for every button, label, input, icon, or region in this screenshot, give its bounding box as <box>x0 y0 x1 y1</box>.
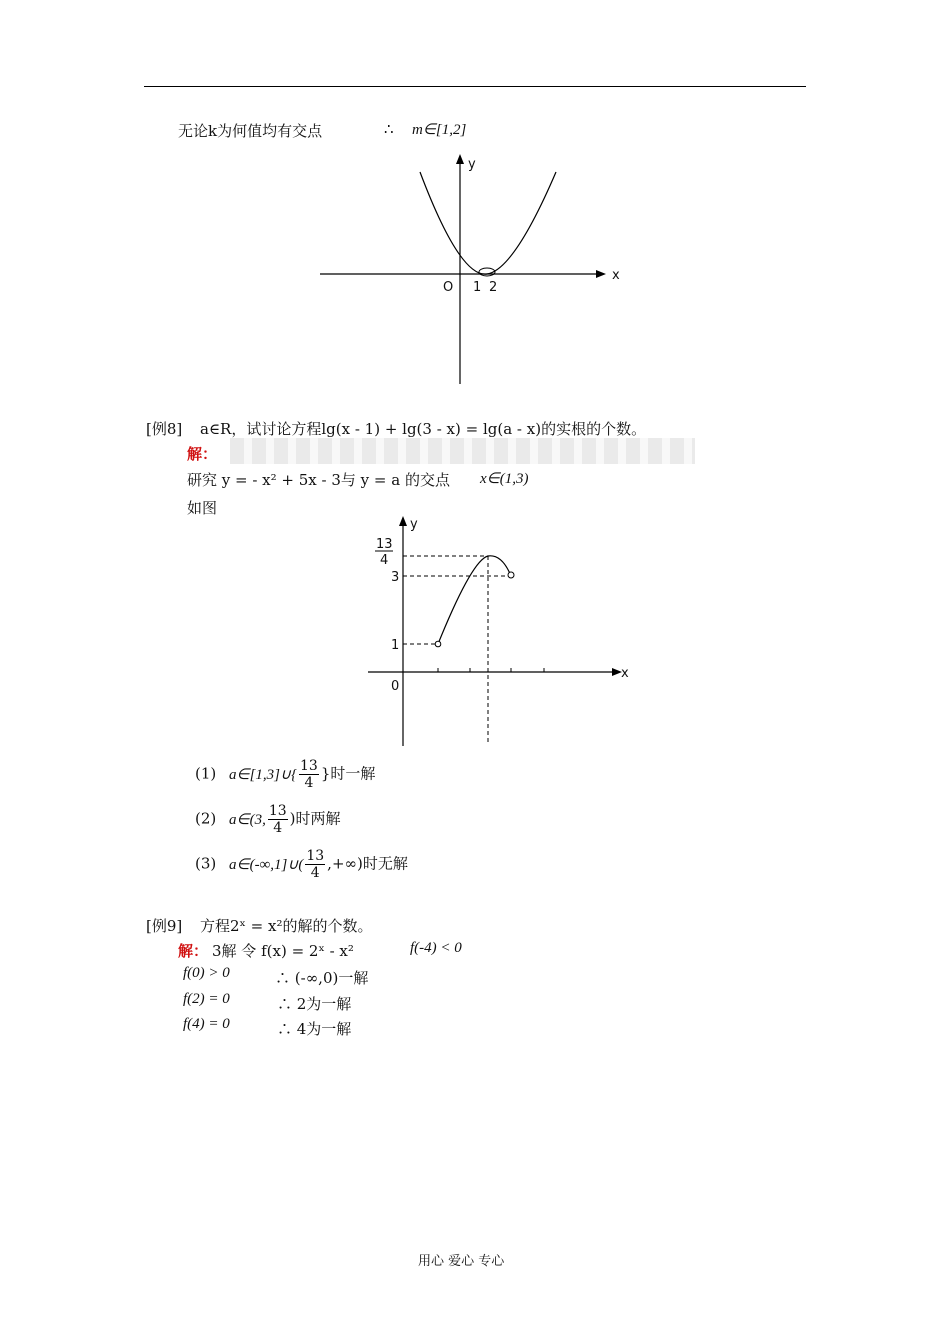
case-1: (1) a∈[1,3]∪{ $\frac{13}{4}$ }时一解 <box>195 758 376 791</box>
example-8-statement: a∈R，试讨论方程lg(x - 1) + lg(3 - x) = lg(a - x)的实根的个数。 <box>200 420 647 438</box>
solve-label-9: 解： <box>178 942 209 960</box>
y-tick-frac-num: 13 <box>376 537 393 552</box>
header-rule <box>144 86 806 87</box>
example-9-statement: 方程2ˣ = x²的解的个数。 <box>200 917 373 935</box>
open-endpoint-left <box>435 641 441 647</box>
case-3: (3) a∈(-∞,1]∪( $\frac{13}{4}$ ,+∞)时无解 <box>195 848 408 881</box>
quadratic-curve <box>438 556 511 644</box>
tick-2-label: 2 <box>489 280 498 295</box>
f4-right: ∴ 4为一解 <box>277 1020 352 1038</box>
as-figure: 如图 <box>187 499 218 517</box>
intersect-statement: 无论k为何值均有交点 <box>178 122 323 140</box>
obscured-text <box>230 438 695 464</box>
f0-right: ∴ (-∞,0)一解 <box>275 969 369 987</box>
f4-left: f(4) = 0 <box>183 1016 230 1032</box>
y-axis-label: y <box>410 517 418 532</box>
tick-1-label: 1 <box>473 280 482 295</box>
f2-left: f(2) = 0 <box>183 991 230 1007</box>
y-axis-label: y <box>468 157 476 172</box>
y-axis-arrow <box>456 154 464 164</box>
parabola-curve <box>420 172 556 274</box>
therefore-symbol: ∴ <box>384 120 394 138</box>
x-axis-label: x <box>621 666 629 681</box>
open-endpoint-right <box>508 572 514 578</box>
y-tick-1: 1 <box>391 638 400 653</box>
quadratic-segment-graph <box>360 512 650 752</box>
example-8-label: [例8] <box>146 420 183 438</box>
case-2: (2) a∈(3, $\frac{13}{4}$ )时两解 <box>195 803 341 836</box>
domain-range: x∈(1,3) <box>480 471 529 487</box>
m-range: m∈[1,2] <box>412 122 467 138</box>
f2-right: ∴ 2为一解 <box>277 995 352 1013</box>
page-footer: 用心 爱心 专心 <box>418 1254 505 1269</box>
solve-label-8: 解： <box>187 445 218 463</box>
y-axis-arrow <box>399 516 407 526</box>
x-axis-arrow <box>596 270 606 278</box>
example-9-label: [例9] <box>146 917 183 935</box>
f0-left: f(0) > 0 <box>183 965 230 981</box>
y-tick-frac-den: 4 <box>380 553 389 568</box>
origin-label: 0 <box>391 679 400 694</box>
y-tick-3: 3 <box>391 570 400 585</box>
answer-line: 3解 令 f(x) = 2ˣ - x² <box>212 942 354 960</box>
parabola-graph <box>300 150 640 390</box>
research-line: 研究 y = - x² + 5x - 3与 y = a 的交点 <box>187 471 450 489</box>
x-axis-label: x <box>612 268 620 283</box>
origin-label: O <box>443 280 454 295</box>
f-neg4: f(-4) < 0 <box>410 940 462 956</box>
